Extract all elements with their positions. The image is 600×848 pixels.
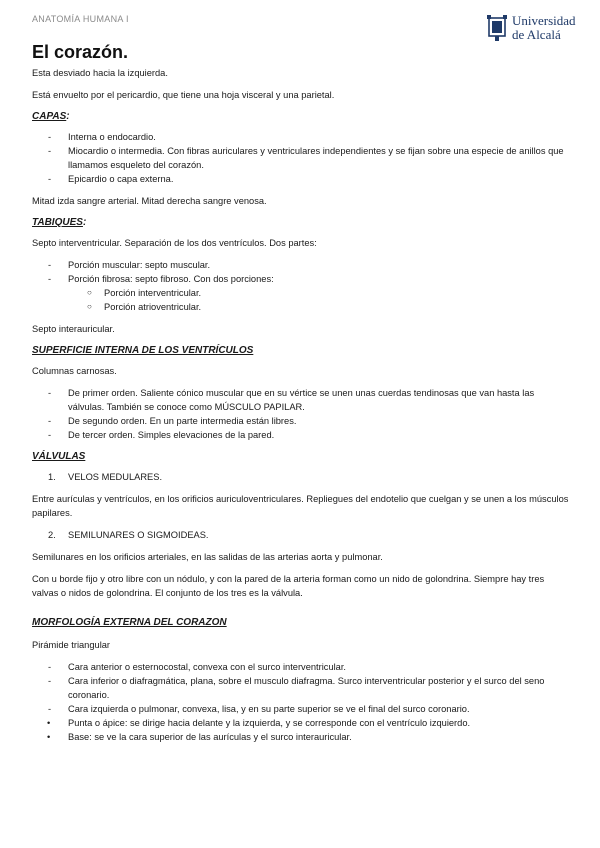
list-item: - Cara inferior o diafragmática, plana, sobre el musculo diafragma. Surco interventricular posterior y el surco del seno coronario.: [32, 674, 572, 702]
list-item: - Epicardio o capa externa.: [32, 172, 572, 186]
tabiques-intro: Septo interventricular. Separación de los dos ventrículos. Dos partes:: [32, 238, 317, 248]
document-body: [32, 66, 572, 752]
list-item: - Interna o endocardio.: [32, 130, 572, 144]
capas-list: [32, 130, 572, 186]
sub-list-item: ○ Porción interventricular.: [68, 286, 572, 300]
capas-note: Mitad izda sangre arterial. Mitad derecha sangre venosa.: [32, 196, 267, 206]
numbered-item: 1. VELOS MEDULARES.: [48, 472, 163, 482]
course-header: ANATOMÍA HUMANA I: [32, 14, 129, 24]
superficie-intro: Columnas carnosas.: [32, 366, 117, 376]
list-item: - Cara anterior o esternocostal, convexa con el surco interventricular.: [32, 660, 572, 674]
list-item: • Base: se ve la cara superior de las aurículas y el surco interauricular.: [32, 730, 572, 744]
intro-text: Esta desviado hacia la izquierda.: [32, 68, 168, 78]
list-item: - Miocardio o intermedia. Con fibras auriculares y ventriculares independientes y se fijan sobre una especie de anillos que llamamos esqueleto del corazón.: [32, 144, 572, 172]
valvulas-text: Entre aurículas y ventrículos, en los orificios auriculoventriculares. Repliegues del endotelio que cuelgan y se unen a los músculos papilares.: [32, 494, 569, 518]
list-item: • Punta o ápice: se dirige hacia delante y la izquierda, y se corresponde con el ventrículo izquierdo.: [32, 716, 572, 730]
list-item: - Porción muscular: septo muscular.: [32, 258, 572, 272]
list-item: [32, 272, 572, 314]
sub-list: [68, 286, 572, 314]
section-heading-capas: CAPAS:: [32, 111, 70, 122]
list-item: - De tercer orden. Simples elevaciones de la pared.: [32, 428, 572, 442]
valvulas-text: Semilunares en los orificios arteriales, en las salidas de las arterias aorta y pulmonar.: [32, 552, 383, 562]
numbered-item: 2. SEMILUNARES O SIGMOIDEAS.: [48, 530, 209, 540]
tabiques-list: [32, 258, 572, 314]
section-heading-valvulas: VÁLVULAS: [32, 451, 86, 462]
morfologia-list: [32, 660, 572, 744]
university-name-line2: de Alcalá: [512, 27, 561, 42]
page-title: El corazón.: [32, 42, 129, 62]
superficie-list: [32, 386, 572, 442]
intro-text: Está envuelto por el pericardio, que tiene una hoja visceral y una parietal.: [32, 90, 335, 100]
tabiques-note: Septo interauricular.: [32, 324, 115, 334]
list-item: - De segundo orden. En un parte intermedia están libres.: [32, 414, 572, 428]
list-item: - De primer orden. Saliente cónico muscular que en su vértice se unen unas cuerdas tendinosas que van hasta las válvulas. También se conoce como MÚSCULO PAPILAR.: [32, 386, 572, 414]
list-item-text: Porción fibrosa: septo fibroso. Con dos porciones:: [68, 274, 274, 284]
list-item: - Cara izquierda o pulmonar, convexa, lisa, y en su parte superior se ve el final del surco coronario.: [32, 702, 572, 716]
section-heading-morfologia: MORFOLOGÍA EXTERNA DEL CORAZON: [32, 617, 227, 628]
university-logo: [486, 14, 582, 46]
university-crest-icon: [486, 14, 508, 42]
morfologia-intro: Pirámide triangular: [32, 640, 111, 650]
university-name-line1: Universidad: [512, 13, 576, 28]
valvulas-text: Con u borde fijo y otro libre con un nódulo, y con la pared de la arteria forman como un nido de golondrina. Siempre hay tres valvas o nidos de golondrina. El conjunto de los tres es la válvula.: [32, 574, 545, 598]
sub-list-item: ○ Porción atrioventricular.: [68, 300, 572, 314]
section-heading-tabiques: TABIQUES:: [32, 217, 87, 228]
section-heading-superficie: SUPERFICIE INTERNA DE LOS VENTRÍCULOS: [32, 345, 254, 356]
